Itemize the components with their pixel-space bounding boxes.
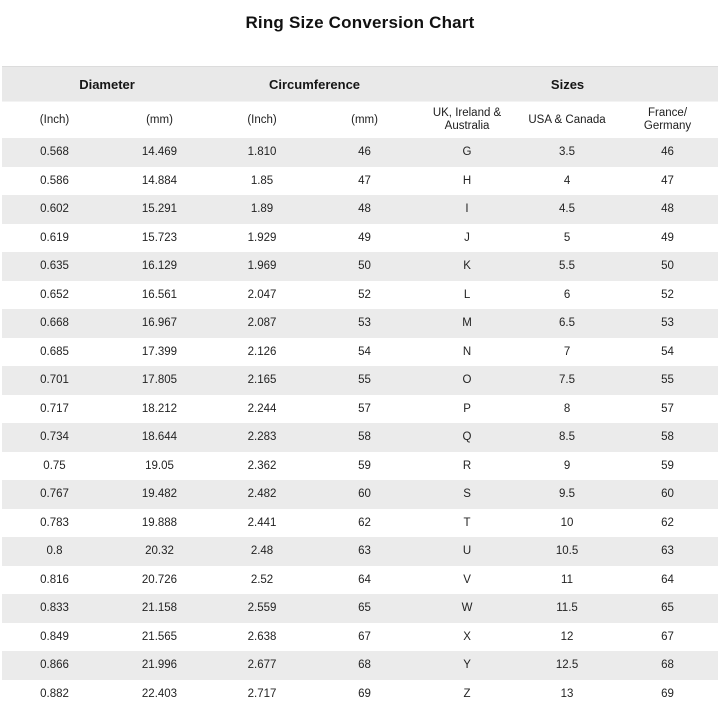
cell: 15.291 (141, 203, 178, 216)
cell: 5 (563, 231, 571, 244)
cell: 57 (661, 402, 674, 415)
cell: 0.8 (46, 545, 63, 558)
cell: 1.85 (250, 174, 274, 187)
cell: 67 (358, 630, 371, 643)
table-body (2, 138, 718, 708)
cell: W (461, 602, 473, 615)
cell: 20.726 (141, 573, 178, 586)
cell: 12 (560, 630, 574, 643)
cell: 46 (358, 146, 371, 159)
cell: 1.929 (247, 231, 277, 244)
table-row (2, 566, 718, 595)
cell: 9 (563, 459, 571, 472)
cell: P (463, 402, 471, 415)
table-row (2, 252, 718, 281)
page (0, 13, 720, 720)
cell: 6 (563, 288, 571, 301)
cell: 59 (661, 459, 674, 472)
ring-size-conversion-table (2, 66, 718, 708)
cell: 3.5 (559, 146, 576, 159)
cell: H (462, 174, 472, 187)
cell: 68 (661, 659, 674, 672)
cell: 1.969 (247, 260, 277, 273)
group-header-diameter: Diameter (2, 67, 212, 102)
cell: 2.283 (247, 431, 277, 444)
cell: 55 (358, 374, 371, 387)
cell: 6.5 (559, 317, 576, 330)
cell: V (463, 573, 471, 586)
cell: T (463, 516, 471, 529)
column-header-circumference-inch: (Inch) (212, 102, 312, 139)
cell: 2.047 (247, 288, 277, 301)
cell: 19.482 (141, 488, 178, 501)
cell: 21.158 (141, 602, 178, 615)
cell: 20.32 (145, 545, 174, 558)
cell: 0.602 (40, 203, 69, 216)
cell: 21.565 (141, 630, 178, 643)
cell: 62 (661, 516, 674, 529)
cell: S (463, 488, 471, 501)
cell: 8.5 (559, 431, 576, 444)
cell: 0.734 (40, 431, 69, 444)
cell: 0.685 (40, 345, 69, 358)
cell: 22.403 (141, 687, 178, 700)
cell: 7 (563, 345, 571, 358)
cell: 1.810 (247, 146, 277, 159)
cell: 50 (661, 260, 674, 273)
cell: 2.638 (247, 630, 277, 643)
cell: 18.212 (141, 402, 178, 415)
cell: 2.48 (250, 545, 274, 558)
cell: 8 (563, 402, 571, 415)
cell: 47 (661, 174, 674, 187)
cell: 17.399 (141, 345, 178, 358)
cell: 0.701 (40, 374, 69, 387)
column-header-diameter-inch: (Inch) (2, 102, 107, 139)
cell: 2.126 (247, 345, 277, 358)
cell: 2.717 (247, 687, 277, 700)
cell: 0.816 (40, 573, 69, 586)
table-row (2, 537, 718, 566)
cell: U (462, 545, 472, 558)
cell: 0.833 (40, 602, 69, 615)
cell: 46 (661, 146, 674, 159)
cell: 2.52 (250, 573, 274, 586)
cell: 53 (358, 317, 371, 330)
table-row (2, 452, 718, 481)
table-row (2, 480, 718, 509)
cell: 0.717 (40, 402, 69, 415)
cell: 0.75 (43, 459, 66, 472)
cell: 67 (661, 630, 674, 643)
cell: 9.5 (559, 488, 576, 501)
cell: 52 (661, 288, 674, 301)
cell: 62 (358, 516, 371, 529)
cell: O (462, 374, 472, 387)
column-header-row (2, 102, 718, 139)
cell: 2.559 (247, 602, 277, 615)
table-row (2, 509, 718, 538)
column-header-circumference-mm: (mm) (312, 102, 417, 139)
group-header-sizes: Sizes (417, 67, 718, 102)
cell: 0.849 (40, 630, 69, 643)
cell: 13 (560, 687, 574, 700)
cell: 0.783 (40, 516, 69, 529)
cell: 14.884 (141, 174, 178, 187)
table-row (2, 338, 718, 367)
cell: 48 (358, 203, 371, 216)
cell: 2.362 (247, 459, 277, 472)
cell: J (464, 231, 470, 244)
group-header-circumference: Circumference (212, 67, 417, 102)
table-row (2, 281, 718, 310)
cell: 2.677 (247, 659, 277, 672)
cell: 2.165 (247, 374, 277, 387)
table-header (2, 67, 718, 139)
table-row (2, 423, 718, 452)
column-group-row (2, 67, 718, 102)
cell: 63 (661, 545, 674, 558)
cell: 58 (358, 431, 371, 444)
cell: 52 (358, 288, 371, 301)
cell: 54 (661, 345, 674, 358)
table-row (2, 680, 718, 709)
cell: 16.561 (141, 288, 178, 301)
cell: 4.5 (559, 203, 576, 216)
cell: 0.866 (40, 659, 69, 672)
cell: 54 (358, 345, 371, 358)
cell: Y (463, 659, 471, 672)
cell: 50 (358, 260, 371, 273)
cell: 0.619 (40, 231, 69, 244)
cell: 49 (661, 231, 674, 244)
cell: 5.5 (559, 260, 576, 273)
cell: 64 (661, 573, 674, 586)
cell: 19.05 (145, 459, 174, 472)
cell: Z (463, 687, 471, 700)
cell: 2.087 (247, 317, 277, 330)
cell: 11 (561, 573, 573, 586)
cell: 4 (563, 174, 571, 187)
cell: 65 (358, 602, 371, 615)
cell: 21.996 (141, 659, 178, 672)
cell: 16.967 (141, 317, 178, 330)
cell: 2.482 (247, 488, 277, 501)
table-row (2, 366, 718, 395)
cell: 63 (358, 545, 371, 558)
cell: 14.469 (141, 146, 178, 159)
cell: 12.5 (555, 659, 579, 672)
cell: 18.644 (141, 431, 178, 444)
cell: 59 (358, 459, 371, 472)
column-header-diameter-mm: (mm) (107, 102, 212, 139)
cell: N (462, 345, 472, 358)
cell: 17.805 (141, 374, 178, 387)
cell: 2.441 (247, 516, 277, 529)
table-row (2, 651, 718, 680)
cell: 10.5 (555, 545, 579, 558)
cell: 19.888 (141, 516, 178, 529)
table-row (2, 594, 718, 623)
column-header-usa-canada: USA & Canada (517, 102, 617, 139)
cell: 0.882 (40, 687, 69, 700)
table-row (2, 623, 718, 652)
cell: 16.129 (141, 260, 178, 273)
cell: G (462, 146, 472, 159)
cell: X (463, 630, 471, 643)
table-row (2, 309, 718, 338)
cell: 47 (358, 174, 371, 187)
cell: 64 (358, 573, 371, 586)
cell: 7.5 (559, 374, 576, 387)
cell: 60 (358, 488, 371, 501)
cell: 10 (560, 516, 574, 529)
table-row (2, 138, 718, 167)
cell: R (462, 459, 472, 472)
cell: 0.668 (40, 317, 69, 330)
cell: K (463, 260, 471, 273)
cell: 58 (661, 431, 674, 444)
cell: 60 (661, 488, 674, 501)
cell: 69 (358, 687, 371, 700)
cell: 1.89 (250, 203, 274, 216)
cell: 0.586 (40, 174, 69, 187)
cell: 55 (661, 374, 674, 387)
cell: M (462, 317, 472, 330)
cell: 68 (358, 659, 371, 672)
cell: 53 (661, 317, 674, 330)
cell: 48 (661, 203, 674, 216)
cell: 11.5 (556, 602, 578, 615)
cell: 2.244 (247, 402, 277, 415)
cell: I (465, 203, 469, 216)
cell: 49 (358, 231, 371, 244)
cell: 0.635 (40, 260, 69, 273)
page-title: Ring Size Conversion Chart (245, 13, 475, 32)
table-row (2, 195, 718, 224)
column-header-uk-ireland-australia: UK, Ireland & Australia (417, 102, 517, 139)
column-header-france-germany: France/ Germany (617, 102, 718, 139)
cell: Q (462, 431, 472, 444)
table-row (2, 395, 718, 424)
cell: 65 (661, 602, 674, 615)
cell: L (463, 288, 471, 301)
cell: 15.723 (141, 231, 178, 244)
table-container (2, 66, 718, 708)
table-row (2, 167, 718, 196)
cell: 0.568 (40, 146, 69, 159)
cell: 0.652 (40, 288, 69, 301)
cell: 0.767 (40, 488, 69, 501)
cell: 69 (661, 687, 674, 700)
table-row (2, 224, 718, 253)
cell: 57 (358, 402, 371, 415)
